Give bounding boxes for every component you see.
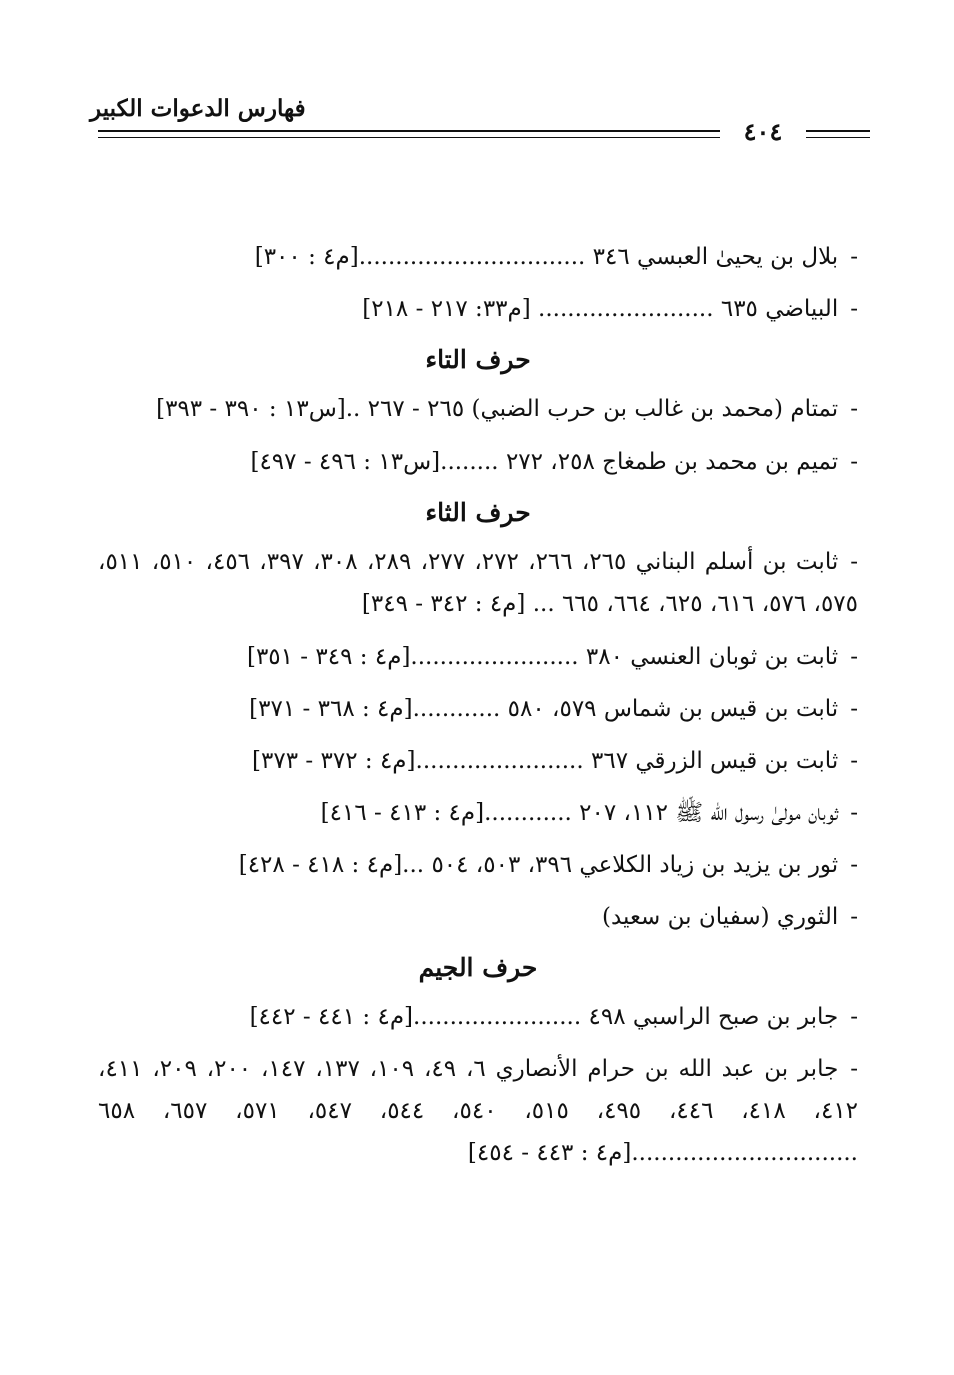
- section-heading: حرف الثاء: [425, 498, 531, 527]
- index-entry: -الثوري (سفيان بن سعيد): [601, 904, 858, 930]
- running-title: فهارس الدعوات الكبير: [90, 95, 306, 122]
- header-rule-right-top: [806, 130, 870, 132]
- index-entry: -ثابت بن قيس الزرقي ٣٦٧ .......................[م٤ : ٣٧٢ - ٣٧٣]: [252, 748, 858, 774]
- header-rule-right-bottom: [806, 137, 870, 138]
- index-entry: -ثوبان مولىٰ رسول الله ﷺ ١١٢، ٢٠٧ ............[م٤ : ٤١٣ - ٤١٦]: [320, 800, 858, 826]
- page-number: ٤٠٤: [743, 117, 783, 146]
- index-entry: -بلال بن يحيىٰ العبسي ٣٤٦ ...............................[م٤ : ٣٠٠]: [254, 244, 858, 270]
- section-heading: حرف الجيم: [418, 953, 538, 982]
- index-entry: -جابر بن صبح الراسبي ٤٩٨ .......................[م٤ : ٤٤١ - ٤٤٢]: [249, 1004, 858, 1030]
- section-heading: حرف التاء: [425, 345, 531, 374]
- index-entry: -تميم بن محمد بن طمغاج ٢٥٨، ٢٧٢ ........[س١٣ : ٤٩٦ - ٤٩٧]: [250, 449, 858, 475]
- index-entry: -ثور بن يزيد بن زياد الكلاعي ٣٩٦، ٥٠٣، ٥٠٤ ...[م٤ : ٤١٨ - ٤٢٨]: [238, 852, 858, 878]
- index-entry: -البياضي ٦٣٥ ........................ [م٣٣: ٢١٧ - ٢١٨]: [362, 296, 858, 322]
- index-entry: -ثابت بن ثوبان العنسي ٣٨٠ .......................[م٤ : ٣٤٩ - ٣٥١]: [246, 644, 858, 670]
- index-entry: -ثابت بن قيس بن شماس ٥٧٩، ٥٨٠ ............[م٤ : ٣٦٨ - ٣٧١]: [249, 696, 858, 722]
- index-entry: -تمتام (محمد بن غالب بن حرب الضبي) ٢٦٥ - ٢٦٧ ..[س١٣ : ٣٩٠ - ٣٩٣]: [156, 396, 858, 422]
- header-rule-top: [98, 130, 720, 132]
- index-content: [98, 236, 858, 1185]
- index-entry: -ثابت بن أسلم البناني ٢٦٥، ٢٦٦، ٢٧٢، ٢٧٧، ٢٨٩، ٣٠٨، ٣٩٧، ٤٥٦، ٥١٠، ٥١١، ٥٧٥، ٥٧٦، ٦١٦، ٦٢٥، ٦٦٤، ٦٦٥ ... [م٤ : ٣٤٢ - ٣٤٩]: [98, 549, 859, 617]
- index-entry: -جابر بن عبد الله بن حرام الأنصاري ٦، ٤٩، ١٠٩، ١٣٧، ١٤٧، ٢٠٠، ٢٠٩، ٤١١، ٤١٢، ٤١٨، ٤٤٦، ٤٩٥، ٥١٥، ٥٤٠، ٥٤٤، ٥٤٧، ٥٧١، ٦٥٧، ٦٥٨ ...............................[م٤ : ٤٤٣ - ٤٥٤]: [98, 1056, 859, 1166]
- header-rule-bottom: [98, 137, 720, 138]
